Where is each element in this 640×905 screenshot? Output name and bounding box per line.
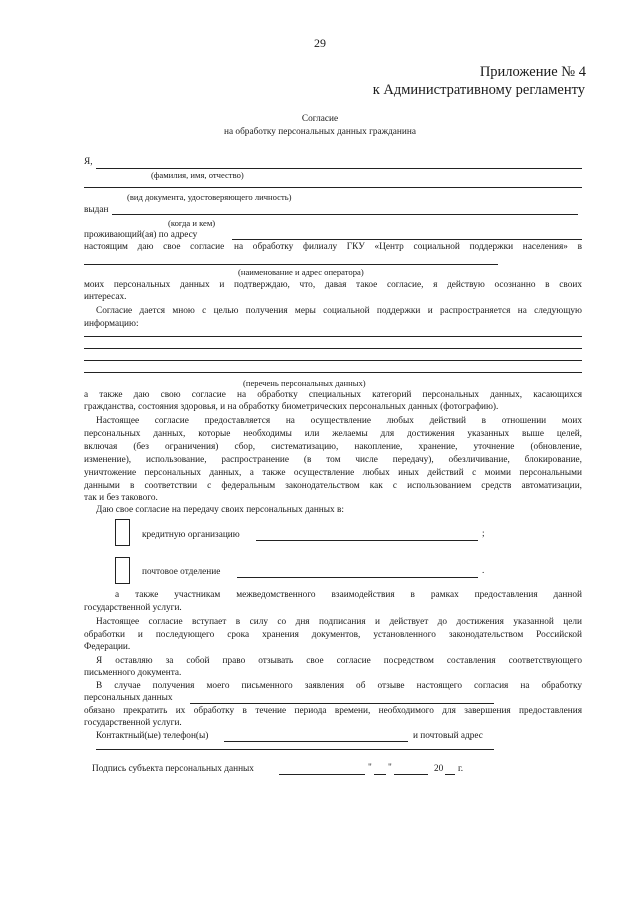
credit-organization-field[interactable] [256, 540, 478, 541]
paragraph-5: Даю свое согласие на передачу своих персональных данных в: [96, 505, 344, 515]
address-label: проживающий(ая) по адресу [84, 230, 198, 240]
paragraph-4-line-4: изменение), использование, распространение (в том числе передачу), обезличивание, блокирование, [84, 455, 582, 465]
page-number: 29 [314, 36, 326, 50]
paragraph-4-line-2: персональных данных, которые необходимы или желаемы для достижения указанных выше целей, [84, 429, 582, 439]
paragraph-4-line-7: так и без такового. [84, 493, 158, 503]
date-day-field[interactable] [374, 774, 386, 775]
fio-caption: (фамилия, имя, отчество) [151, 170, 244, 180]
paragraph-4-line-1: Настоящее согласие предоставляется на осуществление любых действий в отношении моих [96, 416, 582, 426]
paragraph-4-line-6: данными в соответствии с федеральным законодательством как с использованием средств автоматизации, [84, 481, 582, 491]
date-month-field[interactable] [394, 774, 428, 775]
consent-subtitle: на обработку персональных данных гражданина [224, 127, 416, 137]
paragraph-1-line-1: моих персональных данных и подтверждаю, что, давая такое согласие, я действую осознанно в своих [84, 280, 582, 290]
paragraph-8-line-1: Я оставляю за собой право отзывать свое согласие посредством составления соответствующего [96, 656, 582, 666]
paragraph-4-line-3: включая (без ограничения) сбор, систематизацию, накопление, хранение, уточнение (обновление, [84, 442, 582, 452]
paragraph-3-line-1: а также даю свою согласие на обработку специальных категорий персональных данных, касающихся [84, 390, 582, 400]
appendix-subtitle: к Административному регламенту [372, 82, 585, 98]
phone-field[interactable] [224, 741, 408, 742]
data-list-line[interactable] [84, 348, 582, 349]
operator-name-field[interactable] [190, 703, 494, 704]
paragraph-2-line-1: Согласие дается мною с целью получения меры социальной поддержки и распространяется на следующую [96, 306, 582, 316]
postal-label: и почтовый адрес [413, 731, 483, 741]
date-quote-open: " [368, 763, 372, 773]
ya-label: Я, [84, 157, 93, 167]
date-year-suffix: г. [458, 764, 464, 774]
fio-field[interactable] [96, 168, 582, 169]
paragraph-1-line-2: интересах. [84, 292, 127, 302]
post-office-end: . [482, 566, 485, 576]
date-quote-close: " [388, 763, 392, 773]
appendix-title: Приложение № 4 [479, 64, 586, 80]
paragraph-7-line-3: Федерации. [84, 642, 131, 652]
paragraph-3-line-2: гражданства, состояния здоровья, и на обработку биометрических персональных данных (фотографию). [84, 402, 499, 412]
consent-title: Согласие [301, 114, 339, 124]
operator-caption: (наименование и адрес оператора) [238, 267, 364, 277]
paragraph-7-line-1: Настоящее согласие вступает в силу со дня подписания и действует до достижения указанной цели [96, 617, 582, 627]
data-list-line[interactable] [84, 360, 582, 361]
paragraph-4-line-5: уничтожение персональных данных, а также осуществление любых иных действий с моими персональными [84, 468, 582, 478]
post-office-field[interactable] [237, 577, 478, 578]
operator-field[interactable] [84, 264, 498, 265]
paragraph-7-line-2: обработки и последующего срока хранения документов, установленного законодательством Российской [84, 630, 582, 640]
document-caption: (вид документа, удостоверяющего личность) [127, 192, 292, 202]
date-year-prefix: 20 [434, 764, 444, 774]
address-field[interactable] [232, 239, 582, 240]
document-field[interactable] [84, 187, 582, 188]
postal-address-field[interactable] [96, 749, 494, 750]
date-year-field[interactable] [445, 774, 455, 775]
paragraph-9-line-2: персональных данных [84, 693, 173, 703]
issued-label: выдан [84, 205, 109, 215]
paragraph-6-line-1: а также участникам межведомственного взаимодействия в рамках предоставления данной [115, 590, 582, 600]
data-list-caption: (перечень персональных данных) [243, 378, 366, 388]
paragraph-9-line-4: государственной услуги. [84, 718, 182, 728]
credit-organization-end: ; [482, 529, 485, 539]
credit-organization-label: кредитную организацию [142, 530, 240, 540]
consent-line: настоящим даю свое согласие на обработку филиалу ГКУ «Центр социальной поддержки населения» в [84, 242, 582, 252]
issued-caption: (когда и кем) [168, 218, 216, 228]
data-list-line[interactable] [84, 336, 582, 337]
paragraph-9-line-1: В случае получения моего письменного заявления об отзыве настоящего согласия на обработку [96, 681, 582, 691]
data-list-line[interactable] [84, 372, 582, 373]
paragraph-8-line-2: письменного документа. [84, 668, 182, 678]
post-office-checkbox[interactable] [115, 557, 130, 584]
contacts-label: Контактный(ые) телефон(ы) [96, 731, 209, 741]
credit-organization-checkbox[interactable] [115, 519, 130, 546]
signature-label: Подпись субъекта персональных данных [92, 764, 254, 774]
paragraph-2-line-2: информацию: [84, 319, 139, 329]
issued-field[interactable] [112, 214, 578, 215]
signature-field[interactable] [279, 774, 365, 775]
post-office-label: почтовое отделение [142, 567, 221, 577]
paragraph-9-line-3: обязано прекратить их обработку в течение периода времени, необходимого для завершения предоставления [84, 706, 582, 716]
paragraph-6-line-2: государственной услуги. [84, 603, 182, 613]
